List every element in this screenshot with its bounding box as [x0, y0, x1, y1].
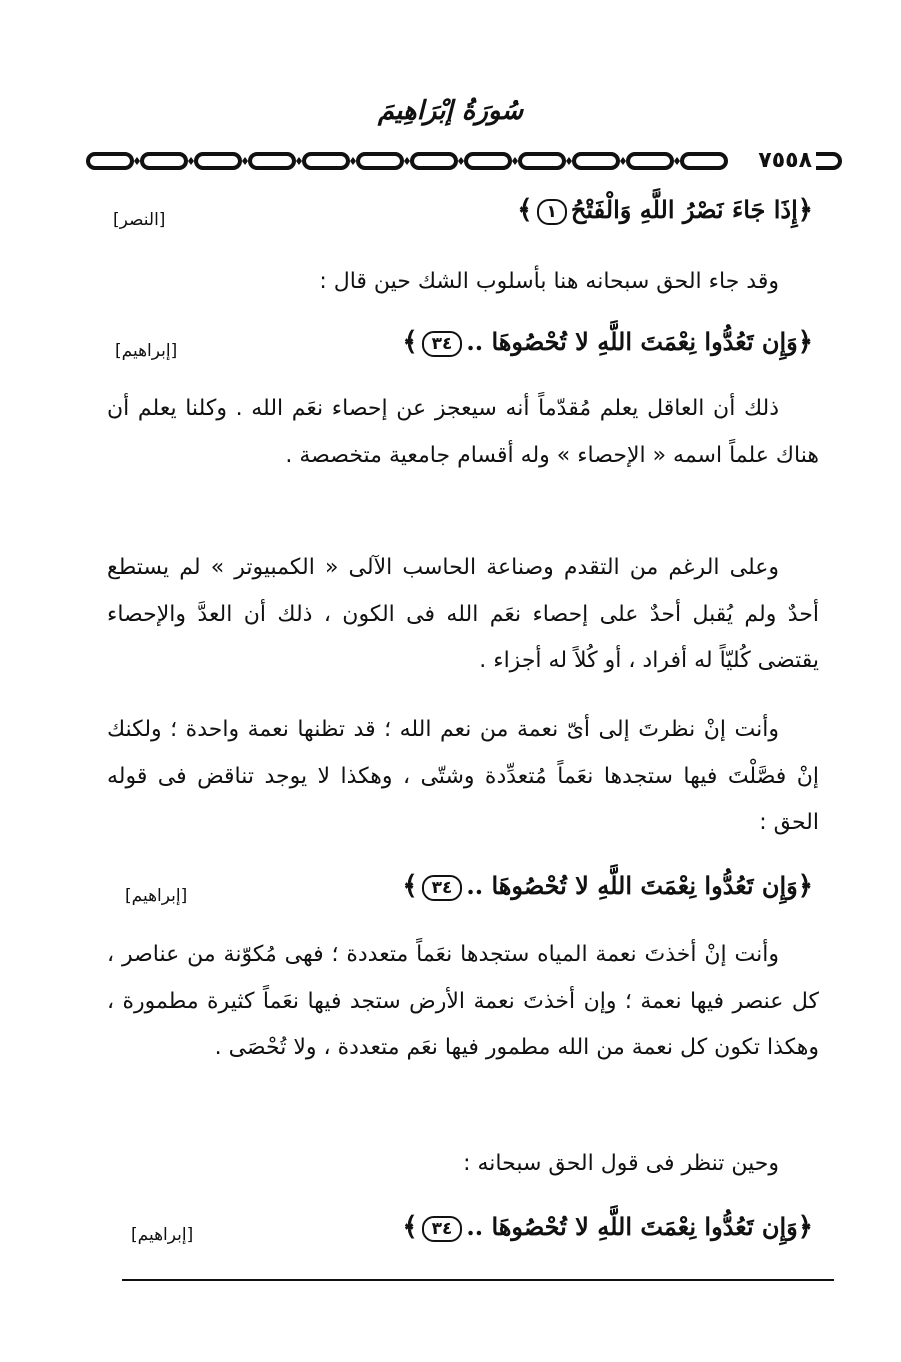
paragraph-1: ذلك أن العاقل يعلم مُقدّماً أنه سيعجز عن إحصاء نعَم الله . وكلنا يعلم أن هناك علماً اسمه « الإحصاء » وله أقسام جامعية متخصصة .	[107, 396, 819, 468]
border-link	[358, 154, 402, 168]
ornamental-border	[84, 146, 844, 176]
border-link	[88, 154, 132, 168]
footer-rule	[122, 1279, 834, 1281]
verse-open-bracket: ﴿	[797, 1212, 813, 1242]
border-link	[628, 154, 672, 168]
verse-row-3	[93, 866, 813, 906]
border-link	[466, 154, 510, 168]
verse-open-bracket: ﴿	[797, 327, 813, 357]
verse-text	[402, 1207, 813, 1247]
verse-quote: وَإِن تَعُدُّوا نِعْمَتَ اللَّهِ لا تُحْصُوهَا ..	[466, 871, 798, 900]
verse-row-4	[93, 1207, 813, 1247]
border-link	[250, 154, 294, 168]
verse-text	[517, 190, 813, 230]
paragraph-2: وعلى الرغم من التقدم وصناعة الحاسب الآلى « الكمبيوتر » لم يستطع أحدٌ ولم يُقبل أحدٌ على إحصاء نعَم الله فى الكون ، ذلك أن العدَّ والإحصاء يقتضى كُليّاً له أفراد ، أو كُلاً له أجزاء .	[107, 555, 819, 673]
ayah-number-marker: ٣٤	[422, 331, 463, 357]
verse-source: [إبراهيم]	[125, 886, 188, 906]
verse-close-bracket: ﴾	[402, 871, 418, 901]
verse-text	[402, 322, 813, 362]
verse-open-bracket: ﴿	[797, 195, 813, 225]
border-link	[412, 154, 456, 168]
border-link	[520, 154, 564, 168]
verse-row-1	[93, 190, 813, 230]
intro-line: وقد جاء الحق سبحانه هنا بأسلوب الشك حين قال :	[319, 269, 779, 294]
ayah-number-marker: ١	[537, 199, 567, 225]
verse-close-bracket: ﴾	[402, 327, 418, 357]
verse-quote: وَإِن تَعُدُّوا نِعْمَتَ اللَّهِ لا تُحْصُوهَا ..	[466, 327, 798, 356]
verse-source: [إبراهيم]	[131, 1225, 194, 1245]
paragraph-4: وأنت إنْ أخذتَ نعمة المياه ستجدها نعَماً متعددة ؛ فهى مُكوّنة من عناصر ، كل عنصر فيها نعمة ؛ وإن أخذتَ نعمة الأرض ستجد فيها نعَماً كثيرة مطمورة ، وهكذا تكون كل نعمة من الله مطمور فيها نعَم متعددة ، ولا تُحْصَى .	[107, 942, 819, 1060]
verse-close-bracket: ﴾	[517, 195, 533, 225]
ayah-number-marker: ٣٤	[422, 1216, 463, 1242]
verse-source: [إبراهيم]	[115, 341, 178, 361]
border-link	[304, 154, 348, 168]
page-number: ٧٥٥٨	[754, 146, 816, 176]
surah-title: سُورَةُ إبْرَاهِيمَ	[377, 96, 524, 126]
page-header	[84, 146, 844, 176]
border-link	[142, 154, 186, 168]
border-link	[196, 154, 240, 168]
paragraph-5: وحين تنظر فى قول الحق سبحانه :	[463, 1151, 779, 1176]
ayah-number-marker: ٣٤	[422, 875, 463, 901]
border-link	[682, 154, 726, 168]
verse-open-bracket: ﴿	[797, 871, 813, 901]
verse-quote: وَإِن تَعُدُّوا نِعْمَتَ اللَّهِ لا تُحْصُوهَا ..	[466, 1212, 798, 1241]
verse-source: [النصر]	[113, 210, 166, 230]
verse-close-bracket: ﴾	[402, 1212, 418, 1242]
border-link	[574, 154, 618, 168]
verse-row-2	[93, 322, 813, 362]
verse-quote: إِذَا جَاءَ نَصْرُ اللَّهِ وَالْفَتْحُ	[570, 195, 798, 224]
paragraph-3: وأنت إنْ نظرتَ إلى أىّ نعمة من نعم الله ؛ قد تظنها نعمة واحدة ؛ ولكنك إنْ فصَّلْتَ فيها ستجدها نعَماً مُتعدِّدة وشتّى ، وهكذا لا يوجد تناقض فى قوله الحق :	[107, 717, 819, 835]
verse-text	[402, 866, 813, 906]
